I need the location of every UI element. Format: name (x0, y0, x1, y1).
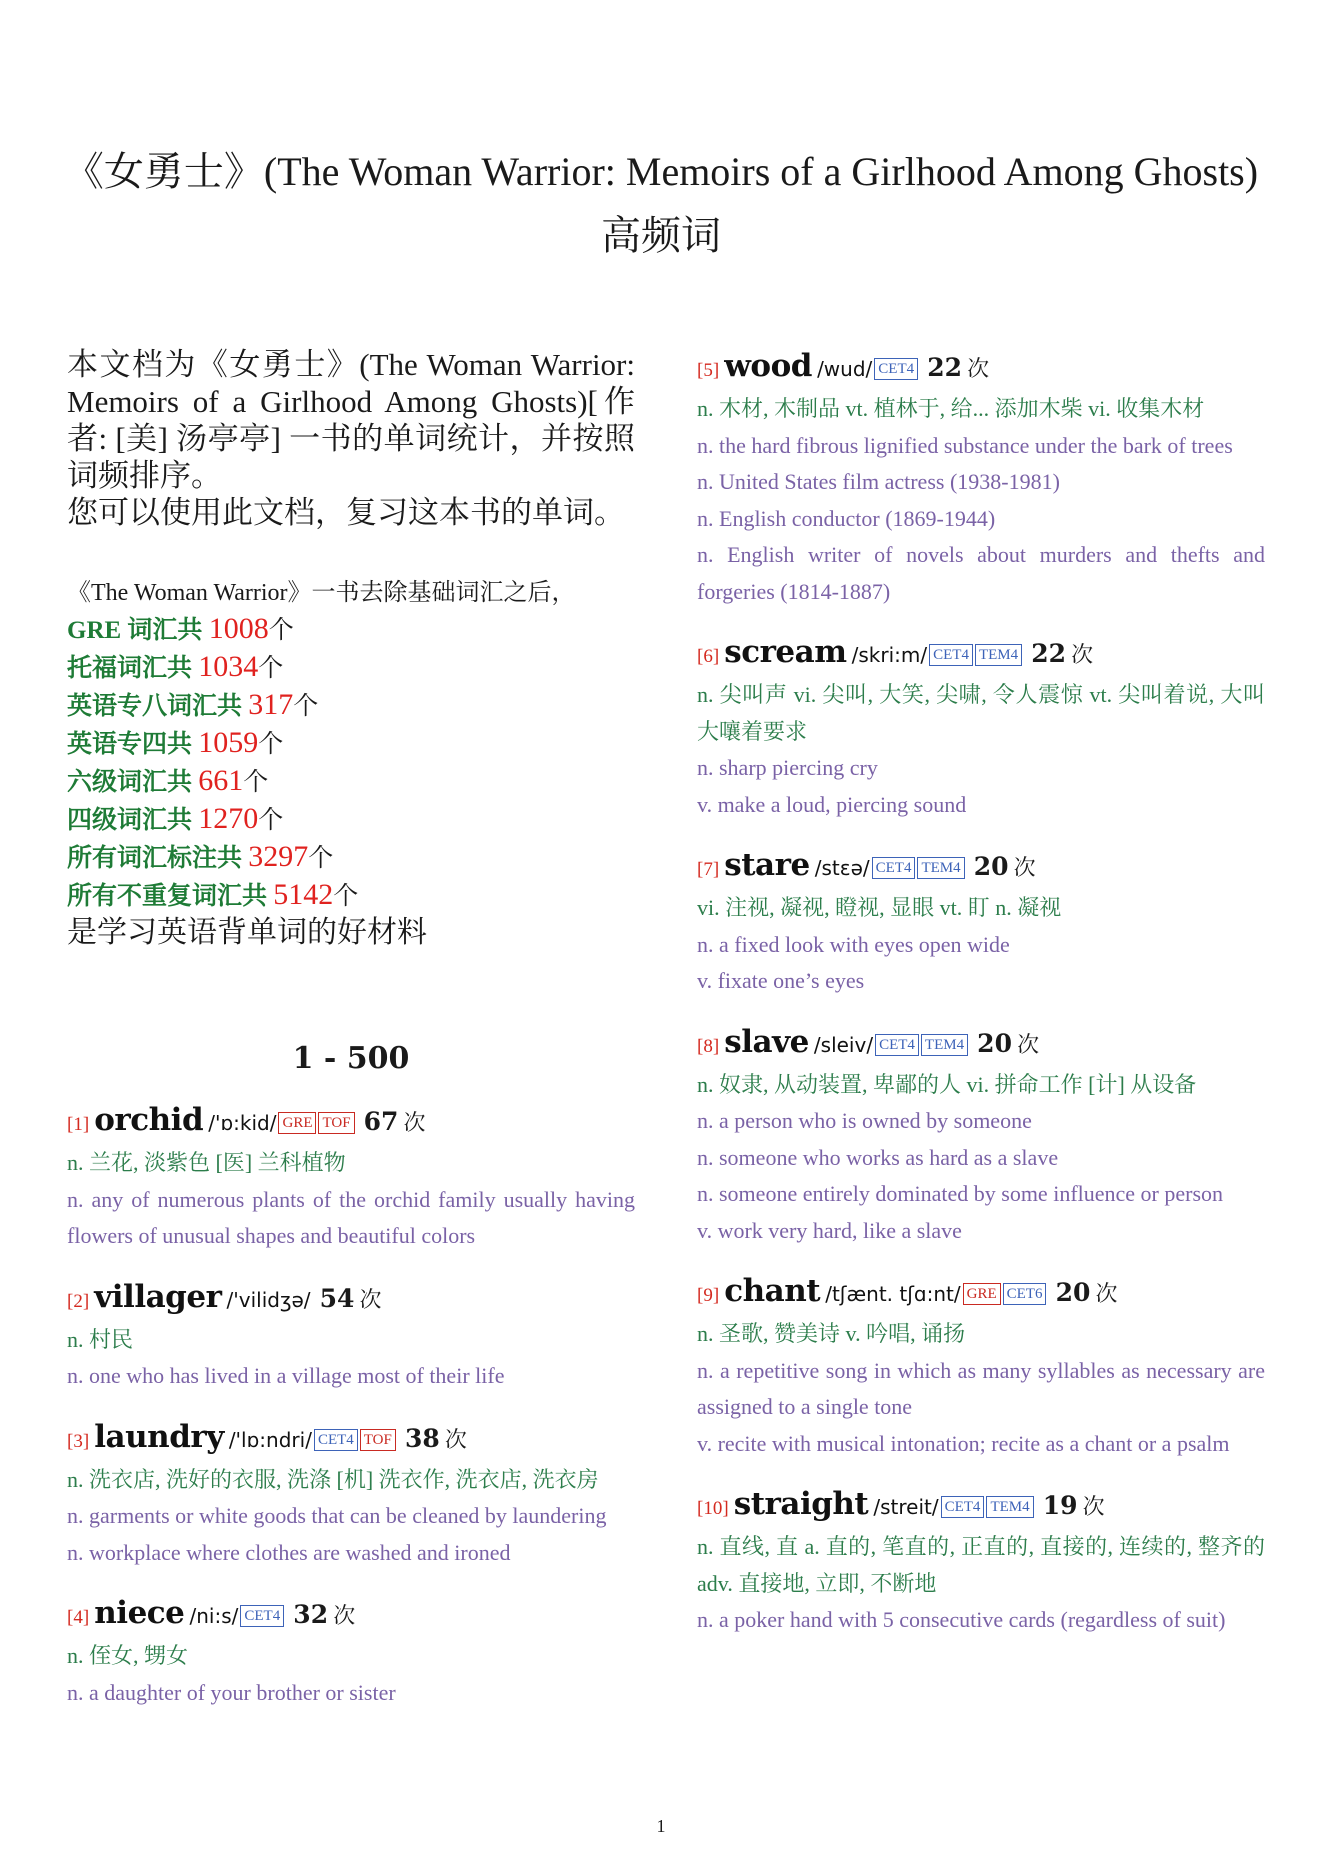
definition-chinese: n. 村民 (67, 1326, 134, 1352)
stat-number: 1034 (198, 650, 259, 683)
entry-phonetic: /streit/ (873, 1495, 939, 1519)
entry-index: [3] (67, 1430, 90, 1452)
stat-row (67, 877, 635, 915)
stat-number: 317 (248, 688, 294, 721)
entry-index: [8] (697, 1035, 720, 1057)
stat-number: 5142 (273, 878, 334, 911)
exam-tag: CET4 (314, 1429, 358, 1451)
definition-english: v. work very hard, like a slave (697, 1217, 962, 1243)
stat-unit: 个 (243, 769, 269, 796)
entry-head (697, 346, 1265, 391)
definition-chinese: n. 侄女, 甥女 (67, 1643, 189, 1668)
entry-index: [5] (697, 360, 720, 381)
exam-tag: TEM4 (975, 644, 1022, 666)
stat-label: 所有不重复词汇共 (67, 883, 274, 910)
word-entry (67, 1593, 635, 1711)
exam-tag: CET4 (872, 857, 916, 879)
entry-count-unit: 次 (967, 356, 990, 381)
entry-phonetic: /stɛə/ (814, 856, 870, 880)
entry-index: [9] (697, 1285, 720, 1306)
stats-list (67, 611, 635, 915)
word-entry (67, 1417, 635, 1572)
word-entry (697, 632, 1265, 823)
entry-word: scream (724, 634, 847, 670)
page-title: 《女勇士》(The Woman Warrior: Memoirs of a Girlhood Among Ghosts) 高频词 (63, 149, 1259, 258)
definition-english: n. a person who is owned by someone (697, 1108, 1032, 1133)
entries-right (697, 346, 1265, 1639)
entry-count-unit: 次 (1013, 855, 1036, 880)
entry-word: straight (733, 1486, 869, 1522)
summary-lead: 《The Woman Warrior》一书去除基础词汇之后， (67, 580, 576, 606)
stat-unit: 个 (308, 845, 334, 872)
word-entry (67, 1100, 635, 1255)
entry-head (697, 845, 1265, 890)
entry-count-unit: 次 (333, 1603, 356, 1628)
definition-english: n. workplace where clothes are washed and ironed (67, 1539, 511, 1565)
definition-english: n. sharp piercing cry (697, 755, 878, 780)
stat-unit: 个 (258, 731, 284, 758)
stat-unit: 个 (333, 883, 359, 910)
definition-english: v. make a loud, piercing sound (697, 791, 967, 817)
entry-count: 32 (293, 1600, 329, 1629)
definition-chinese: vi. 注视, 凝视, 瞪视, 显眼 vt. 盯 n. 凝视 (697, 895, 1062, 920)
entry-count: 20 (973, 852, 1009, 881)
entry-count-unit: 次 (359, 1286, 382, 1312)
stat-label: 六级词汇共 (67, 769, 199, 796)
entry-head (67, 1100, 635, 1145)
entry-word: villager (94, 1278, 222, 1315)
intro (67, 346, 635, 531)
stat-label: 所有词汇标注共 (67, 845, 249, 872)
entry-count-unit: 次 (1095, 1281, 1118, 1306)
entry-index: [4] (67, 1607, 90, 1628)
entry-count: 19 (1042, 1491, 1078, 1520)
definition-english: n. a daughter of your brother or sister (67, 1679, 396, 1705)
definition-chinese: n. 直线, 直 a. 直的, 笔直的, 正直的, 直接的, 连续的, 整齐的 adv. 直接地, 立即, 不断地 (697, 1534, 1265, 1596)
entry-phonetic: /'vilidʒə/ (226, 1287, 311, 1312)
stat-number: 1270 (198, 802, 259, 835)
stat-unit: 个 (258, 655, 284, 682)
exam-tag: TOF (318, 1112, 354, 1134)
entry-phonetic: /ni:s/ (189, 1604, 239, 1628)
definition-chinese: n. 奴隶, 从动装置, 卑鄙的人 vi. 拼命工作 [计] 从设备 (697, 1071, 1197, 1097)
entry-word: laundry (94, 1418, 224, 1455)
stat-number: 1008 (208, 612, 269, 645)
stat-row (67, 687, 635, 725)
entry-index: [2] (67, 1290, 90, 1312)
definition-chinese: n. 木材, 木制品 vt. 植林于, 给... 添加木柴 vi. 收集木材 (697, 396, 1205, 421)
entry-head (67, 1277, 635, 1322)
stat-number: 661 (198, 764, 244, 797)
stat-label: GRE 词汇共 (67, 617, 209, 644)
word-entry (697, 1271, 1265, 1462)
definition-english: v. recite with musical intonation; recite as a chant or a psalm (697, 1430, 1230, 1456)
entry-head (67, 1593, 635, 1638)
definition-chinese: n. 兰花, 淡紫色 [医] 兰科植物 (67, 1150, 346, 1175)
stat-number: 1059 (198, 726, 259, 759)
definition-chinese: n. 圣歌, 赞美诗 v. 吟唱, 诵扬 (697, 1321, 966, 1346)
exam-tag: CET4 (874, 358, 918, 380)
entry-head (67, 1417, 635, 1462)
exam-tag: GRE (278, 1112, 316, 1134)
stat-unit: 个 (268, 617, 294, 644)
range-heading: 1 - 500 (292, 1041, 410, 1076)
stat-label: 托福词汇共 (67, 655, 199, 682)
word-entry (697, 346, 1265, 610)
entry-index: [6] (697, 646, 720, 667)
definition-chinese: n. 洗衣店, 洗好的衣服, 洗涤 [机] 洗衣作, 洗衣店, 洗衣房 (67, 1466, 599, 1492)
entry-word: stare (724, 847, 810, 883)
definition-english: n. any of numerous plants of the orchid family usually having flowers of unusual shapes and beautiful colors (67, 1186, 635, 1248)
exam-tag: TEM4 (986, 1496, 1033, 1518)
stat-row (67, 725, 635, 763)
word-entry (697, 1484, 1265, 1639)
definition-english: n. United States film actress (1938-1981) (697, 469, 1060, 494)
entry-index: [10] (697, 1498, 729, 1519)
stat-row (67, 839, 635, 877)
entry-phonetic: /tʃænt. tʃɑ:nt/ (825, 1282, 961, 1306)
entry-count: 22 (927, 353, 963, 382)
definition-english: n. one who has lived in a village most of their life (67, 1363, 505, 1388)
stat-label: 英语专四共 (67, 731, 199, 758)
entry-count: 38 (404, 1423, 440, 1453)
exam-tag: GRE (963, 1283, 1001, 1305)
entry-phonetic: /'ɒ:kid/ (208, 1111, 277, 1135)
stat-row (67, 763, 635, 801)
word-entry (67, 1277, 635, 1395)
entry-count-unit: 次 (1017, 1031, 1040, 1057)
exam-tag: CET4 (240, 1605, 284, 1627)
definition-english: n. someone who works as hard as a slave (697, 1144, 1059, 1170)
summary-closing: 是学习英语背单词的好材料 (67, 916, 427, 949)
stat-label: 英语专八词汇共 (67, 693, 249, 720)
exam-tag: TEM4 (917, 857, 964, 879)
entry-count: 54 (319, 1283, 355, 1313)
entry-count: 22 (1031, 639, 1067, 668)
exam-tag: CET4 (875, 1034, 919, 1056)
intro-line-1: 本文档为《女勇士》(The Woman Warrior: Memoirs of a Girlhood Among Ghosts)[作者: [美] 汤亭亭] 一书的单词统计，并按照词频排序。 (67, 347, 635, 493)
entry-index: [1] (67, 1114, 90, 1135)
entry-count-unit: 次 (403, 1110, 426, 1135)
entries-left (67, 1100, 635, 1711)
entry-count: 20 (977, 1028, 1012, 1058)
stat-number: 3297 (248, 840, 309, 873)
definition-english: n. English conductor (1869-1944) (697, 505, 996, 531)
exam-tag: CET6 (1003, 1283, 1047, 1305)
entry-phonetic: /wud/ (817, 357, 873, 381)
right-column (697, 346, 1265, 1661)
definition-english: n. someone entirely dominated by some influence or person (697, 1181, 1224, 1206)
entry-word: niece (94, 1595, 185, 1631)
entry-word: slave (724, 1023, 809, 1060)
definition-english: n. the hard fibrous lignified substance under the bark of trees (697, 432, 1233, 458)
stat-unit: 个 (293, 693, 319, 720)
entry-word: wood (724, 348, 812, 384)
entry-head (697, 1271, 1265, 1316)
entry-phonetic: /skri:m/ (851, 643, 928, 667)
entry-head (697, 1022, 1265, 1067)
entry-index: [7] (697, 859, 720, 880)
definition-english: n. a fixed look with eyes open wide (697, 931, 1010, 957)
entry-count: 20 (1055, 1278, 1091, 1307)
definition-english: n. a poker hand with 5 consecutive cards (regardless of suit) (697, 1607, 1226, 1632)
entry-word: chant (724, 1273, 821, 1309)
definition-english: n. English writer of novels about murders and thefts and forgeries (1814-1887) (697, 542, 1265, 604)
stat-row (67, 801, 635, 839)
exam-tag: CET4 (941, 1496, 985, 1518)
exam-tag: CET4 (929, 644, 973, 666)
stat-unit: 个 (258, 807, 284, 834)
word-entry (697, 1022, 1265, 1250)
exam-tag: TEM4 (921, 1034, 968, 1056)
intro-line-2: 您可以使用此文档，复习这本书的单词。 (67, 495, 625, 530)
entry-word: orchid (94, 1102, 204, 1138)
left-column (67, 346, 635, 1733)
stat-label: 四级词汇共 (67, 807, 199, 834)
stat-row (67, 611, 635, 649)
definition-english: n. a repetitive song in which as many syllables as necessary are assigned to a single tone (697, 1357, 1265, 1419)
word-entry (697, 845, 1265, 1000)
definition-english: n. garments or white goods that can be cleaned by laundering (67, 1503, 607, 1528)
entry-count-unit: 次 (1071, 642, 1094, 667)
definition-chinese: n. 尖叫声 vi. 尖叫, 大笑, 尖啸, 令人震惊 vt. 尖叫着说, 大叫大嚷着要求 (697, 682, 1265, 744)
entry-phonetic: /sleiv/ (813, 1032, 874, 1057)
definition-english: v. fixate one’s eyes (697, 968, 865, 993)
exam-tag: TOF (360, 1429, 396, 1451)
entry-count-unit: 次 (444, 1426, 467, 1452)
page-number: 1 (656, 1816, 666, 1836)
stat-row (67, 649, 635, 687)
entry-head (697, 632, 1265, 677)
entry-count-unit: 次 (1082, 1494, 1105, 1519)
entry-head (697, 1484, 1265, 1529)
entry-phonetic: /'lɒ:ndri/ (228, 1427, 312, 1452)
entry-count: 67 (363, 1107, 399, 1136)
